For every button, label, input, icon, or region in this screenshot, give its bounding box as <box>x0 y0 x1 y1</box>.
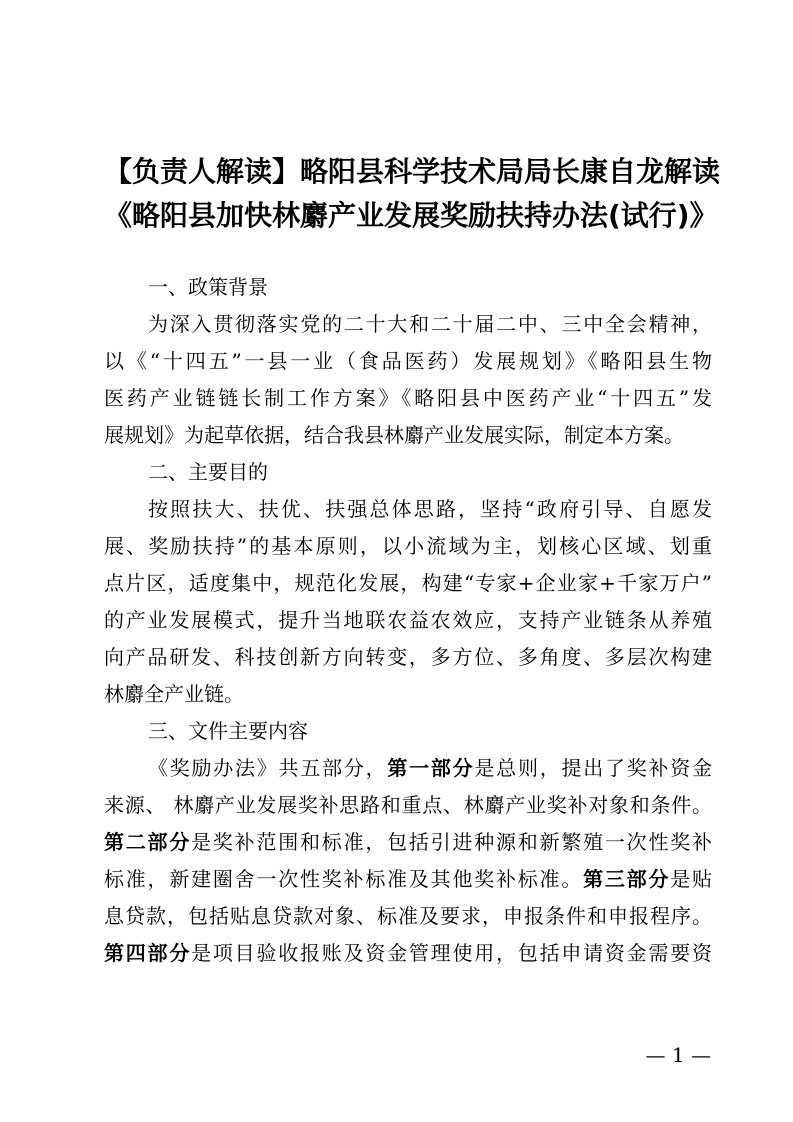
emphasis-part-three: 第三部分 <box>583 867 671 891</box>
paragraph-line: 展、奖励扶持”的基本原则，以小流域为主，划核心区域、划重 <box>104 534 712 558</box>
paragraph-line: 以《“十四五”一县一业（食品医药）发展规划》《略阳县生物 <box>104 349 712 373</box>
text-run: 是总则，提出了奖补资金 <box>474 756 713 780</box>
paragraph-line: 点片区，适度集中，规范化发展，构建“专家+企业家+千家万户” <box>104 571 712 595</box>
emphasis-part-four: 第四部分 <box>104 941 192 965</box>
paragraph-line <box>148 753 712 783</box>
paragraph-line <box>104 827 712 857</box>
paragraph-line: 展规划》为起草依据，结合我县林麝产业发展实际，制定本方案。 <box>104 423 684 447</box>
paragraph-line: 息贷款，包括贴息贷款对象、标准及要求，申报条件和申报程序。 <box>104 904 712 928</box>
section-heading-main-content: 三、文件主要内容 <box>148 719 308 743</box>
paragraph-line: 为深入贯彻落实党的二十大和二十届二中、三中全会精神， <box>148 312 712 336</box>
paragraph-line: 的产业发展模式，提升当地联农益农效应，支持产业链条从养殖 <box>104 608 712 632</box>
document-title-line-2: 《略阳县加快林麝产业发展奖励扶持办法(试行)》 <box>104 199 718 232</box>
text-run: 是贴 <box>670 867 713 891</box>
text-run: 标准，新建圈舍一次性奖补标准及其他奖补标准。 <box>104 867 584 891</box>
emphasis-part-two: 第二部分 <box>104 830 192 854</box>
emphasis-part-one: 第一部分 <box>387 756 475 780</box>
text-run: 是项目验收报账及资金管理使用，包括申请资金需要资 <box>191 941 713 965</box>
page-number: — 1 — <box>645 1043 711 1067</box>
text-run: 《奖励办法》共五部分， <box>148 756 388 780</box>
text-run: 是奖补范围和标准，包括引进种源和新繁殖一次性奖补 <box>191 830 713 854</box>
paragraph-line: 按照扶大、扶优、扶强总体思路，坚持“政府引导、自愿发 <box>148 497 712 521</box>
paragraph-line: 医药产业链链长制工作方案》《略阳县中医药产业“十四五”发 <box>104 386 712 410</box>
paragraph-line: 来源、 林麝产业发展奖补思路和重点、林麝产业奖补对象和条件。 <box>104 793 712 817</box>
paragraph-line: 向产品研发、科技创新方向转变，多方位、多角度、多层次构建 <box>104 645 712 669</box>
section-heading-policy-background: 一、政策背景 <box>148 275 268 299</box>
paragraph-line: 林麝全产业链。 <box>104 682 244 706</box>
paragraph-line <box>104 938 712 968</box>
paragraph-line <box>104 864 712 894</box>
section-heading-main-purpose: 二、主要目的 <box>148 460 268 484</box>
document-title-line-1: 【负责人解读】略阳县科学技术局局长康自龙解读 <box>104 155 721 188</box>
